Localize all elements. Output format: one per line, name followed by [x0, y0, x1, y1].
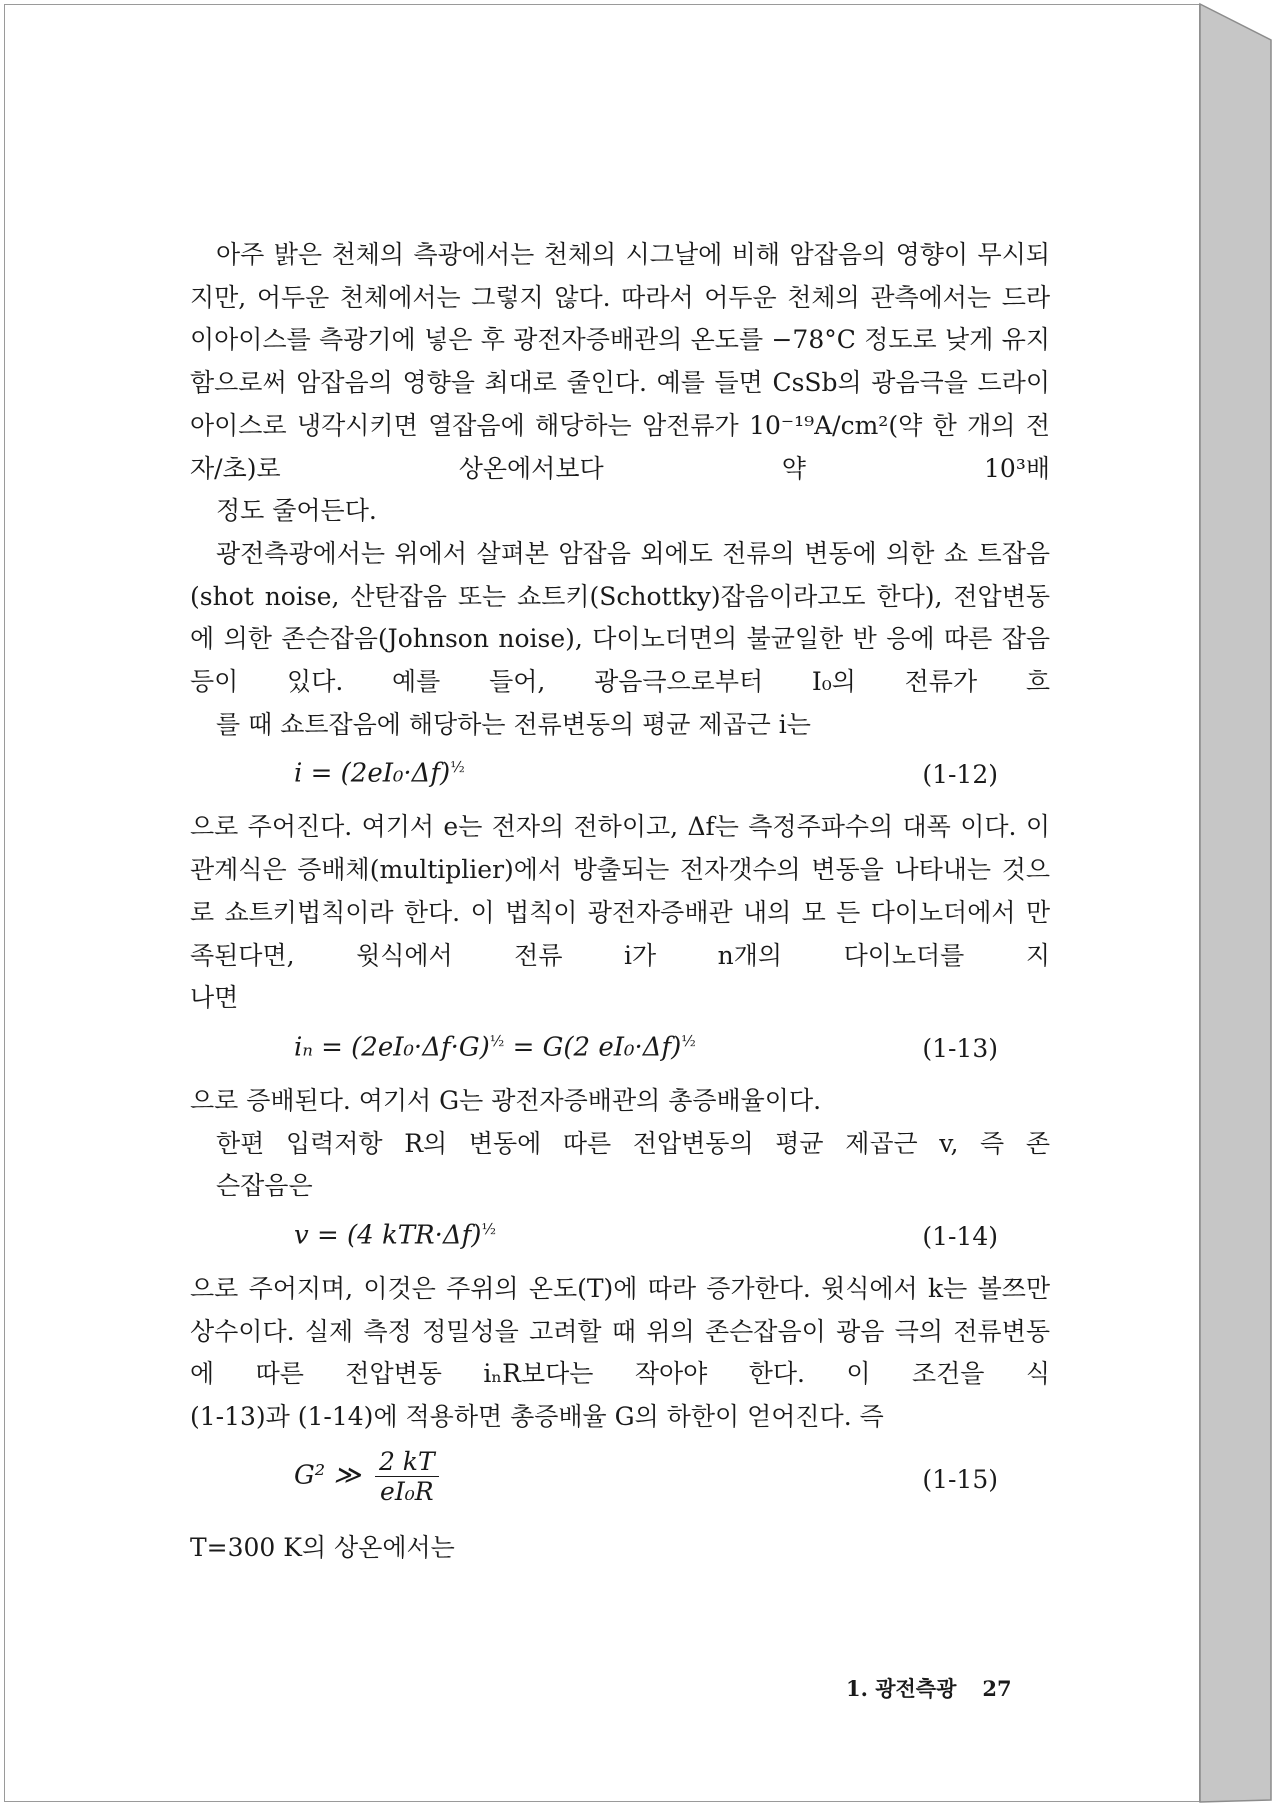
equation-1-12: $i = (2eI_0\cdot\Delta f)^{\frac{1}{2}}$ (1-12) [294, 758, 998, 790]
page-stack-side [1200, 4, 1271, 1802]
page-number: 27 [982, 1676, 1012, 1701]
paragraph-2: 광전측광에서는 위에서 살펴본 암잡음 외에도 전류의 변동에 의한 쇼 트잡음(shot noise, 산탄잡음 또는 쇼트키(Schottky)잡음이라고도 한다), 전압변동에 의한 존슨잡음(Johnson noise), 다이노더면의 불균일한 반 응에 따른 잡음 등이 있다. 예를 들어, 광음극으로부터 I₀의 전류가 흐 를 때 쇼트잡음에 해당하는 전류변동의 평균 제곱근 i는 [190, 538, 1051, 739]
paragraph-5: 한편 입력저항 R의 변동에 따른 전압변동의 평균 제곱근 v, 즉 존 슨잡음은 [216, 1128, 1050, 1201]
paragraph-1: 아주 밝은 천체의 측광에서는 천체의 시그날에 비해 암잡음의 영향이 무시되지만, 어두운 천체에서는 그렇지 않다. 따라서 어두운 천체의 관측에서는 드라이아이스를 측광기에 넣은 후 광전자증배관의 온도를 −78°C 정도로 낮게 유지함으로써 암잡음의 영향을 최대로 줄인다. 예를 들면 CsSb의 광음극을 드라이아이스로 냉각시키면 열잡음에 해당하는 암전류가 10⁻¹⁹A/cm²(약 한 개의 전자/초)로 상온에서보다 약 10³배 정도 줄어든다. [190, 240, 1051, 526]
paragraph-3: 으로 주어진다. 여기서 e는 전자의 전하이고, Δf는 측정주파수의 대폭 이다. 이 관계식은 증배체(multiplier)에서 방출되는 전자갯수의 변동을 나타내는 것으로 쇼트키법칙이라 한다. 이 법칙이 광전자증배관 내의 모 든 다이노더에서 만족된다면, 윗식에서 전류 i가 n개의 다이노더를 지 나면 [190, 812, 1050, 1013]
equation-number: (1-13) [922, 1033, 998, 1063]
equation-1-14: v = (4 kTR·Δf)$^{\frac{1}{2}}$ (1-14) [294, 1220, 998, 1252]
page-body [190, 234, 1050, 1570]
equation-1-15: G² ≫ $\frac{2 kT}{\text{eI₀R}}$ (1-15) [294, 1446, 998, 1506]
equation-number: (1-12) [922, 760, 998, 790]
page-footer [846, 1673, 1012, 1703]
paragraph-4: 으로 증배된다. 여기서 G는 광전자증배관의 총증배율이다. [190, 1085, 822, 1115]
paragraph-7: T=300 K의 상온에서는 [190, 1532, 455, 1562]
fraction: $\frac{2 kT}{\text{eI₀R}}$ [375, 1447, 439, 1506]
equation-1-13: $i_n = (2eI_0\cdot\Delta f\cdot G)^{\frac{1}{2}} = G(2$ eI₀·Δf)$^{\frac{1}{2}}$ (1-13) [294, 1031, 998, 1063]
equation-number: (1-15) [922, 1464, 998, 1494]
paragraph-6: 으로 주어지며, 이것은 주위의 온도(T)에 따라 증가한다. 윗식에서 k는 볼쯔만상수이다. 실제 측정 정밀성을 고려할 때 위의 존슨잡음이 광음 극의 전류변동에 따른 전압변동 iₙR보다는 작아야 한다. 이 조건을 식 (1-13)과 (1-14)에 적용하면 총증배율 G의 하한이 얻어진다. 즉 [190, 1274, 1051, 1432]
running-section-title: 1. 광전측광 [846, 1676, 957, 1701]
equation-number: (1-14) [922, 1222, 998, 1252]
